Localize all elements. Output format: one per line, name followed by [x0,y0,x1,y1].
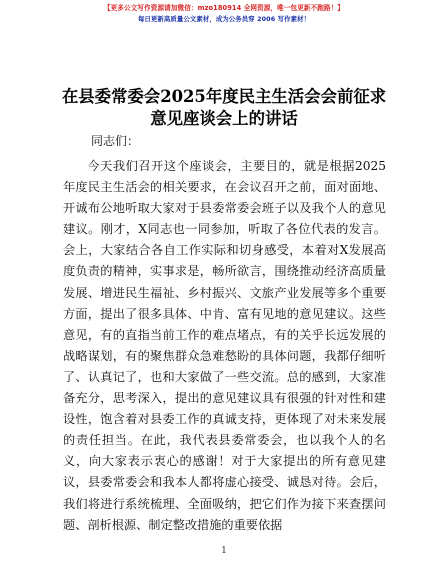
document-title: 在县委常委会2025年度民主生活会会前征求意见座谈会上的讲话 [61,87,387,128]
salutation: 同志们： [91,134,140,148]
body-paragraph: 今天我们召开这个座谈会，主要目的，就是根据2025年度民主生活会的相关要求，在会议召开之前，面对面地、开诚布公地听取大家对于县委常委会班子以及我个人的意见建议。刚才，X同志也一同参加，听取了各位代表的发言。会上，大家结合各自工作实际和切身感受，本着对X发展高度负责的精神，实事求是，畅所欲言，围绕推动经济高质量发展、增进民生福祉、乡村振兴、文旅产业发展等多个重要方面，提出了很多具体、中肯、富有见地的意见建议。这些意见，有的直指当前工作的难点堵点，有的关乎长远发展的战略谋划，有的聚焦群众急难愁盼的具体问题，我都仔细听了、认真记了，也和大家做了一些交流。总的感到，大家准备充分，思考深入，提出的意见建议具有很强的针对性和建设性，饱含着对县委工作的真诚支持，更体现了对未来发展的责任担当。在此，我代表县委常委会，也以我个人的名义，向大家表示衷心的感谢！对于大家提出的所有意见建议，县委常委会和我本人都将虚心接受、诚恳对待。会后，我们将进行系统梳理、全面吸纳，把它们作为接下来查摆问题、剖析根源、制定整改措施的重要依据 [63,159,386,532]
banner-promo-line: 【更多公文写作资源请加微信：mzo180914 全网资源，唯一包更新不跑路！】 [103,4,345,12]
banner-subtitle-line: 每日更新高质量公文素材，成为公务员穿 2006 写作素材！ [137,15,311,23]
header-banner [0,4,448,24]
page-number: 1 [221,546,227,556]
